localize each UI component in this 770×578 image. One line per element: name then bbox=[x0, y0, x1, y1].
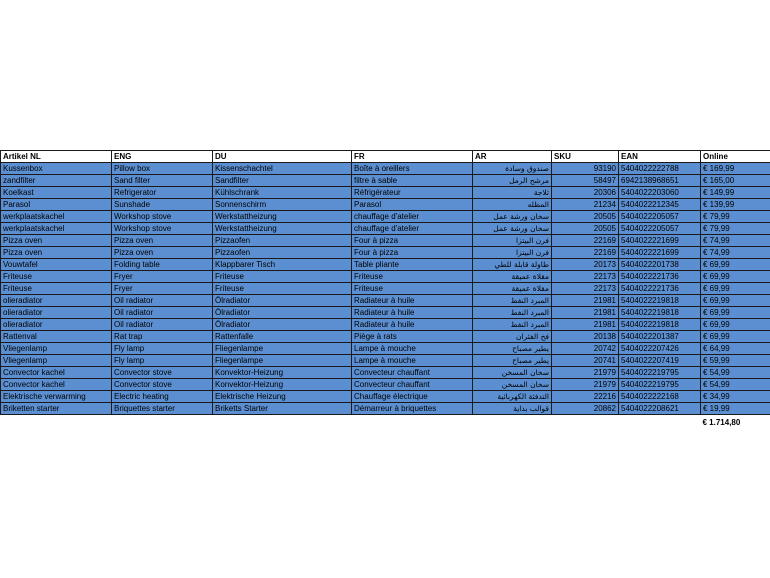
cell-online[interactable]: € 64,99 bbox=[701, 343, 770, 355]
table-row bbox=[1, 355, 770, 367]
cell-ean[interactable]: 6942138968651 bbox=[619, 175, 701, 187]
cell-eng[interactable]: Fryer bbox=[112, 271, 213, 283]
cell-nl[interactable]: Vouwtafel bbox=[1, 259, 112, 271]
total-spacer bbox=[1, 415, 701, 429]
cell-du[interactable]: Ölradiator bbox=[213, 307, 352, 319]
cell-du[interactable]: Werkstattheizung bbox=[213, 211, 352, 223]
cell-nl[interactable]: olieradiator bbox=[1, 319, 112, 331]
cell-fr[interactable]: Démarreur à briquettes bbox=[352, 403, 473, 415]
cell-nl[interactable]: Friteuse bbox=[1, 283, 112, 295]
cell-online[interactable]: € 69,99 bbox=[701, 331, 770, 343]
cell-fr[interactable]: chauffage d'atelier bbox=[352, 223, 473, 235]
cell-nl[interactable]: Convector kachel bbox=[1, 367, 112, 379]
cell-eng[interactable]: Convector stove bbox=[112, 379, 213, 391]
cell-sku[interactable]: 20306 bbox=[552, 187, 619, 199]
column-header-du[interactable]: DU bbox=[213, 151, 352, 163]
cell-ean[interactable]: 5404022201387 bbox=[619, 331, 701, 343]
cell-online[interactable]: € 54,99 bbox=[701, 367, 770, 379]
cell-du[interactable]: Elektrische Heizung bbox=[213, 391, 352, 403]
cell-sku[interactable]: 20862 bbox=[552, 403, 619, 415]
cell-sku[interactable]: 21981 bbox=[552, 307, 619, 319]
cell-du[interactable]: Fliegenlampe bbox=[213, 355, 352, 367]
cell-sku[interactable]: 21981 bbox=[552, 319, 619, 331]
cell-online[interactable]: € 79,99 bbox=[701, 223, 770, 235]
cell-fr[interactable]: Chauffage électrique bbox=[352, 391, 473, 403]
cell-online[interactable]: € 69,99 bbox=[701, 271, 770, 283]
cell-sku[interactable]: 22216 bbox=[552, 391, 619, 403]
cell-fr[interactable]: Convecteur chauffant bbox=[352, 379, 473, 391]
cell-sku[interactable]: 20505 bbox=[552, 223, 619, 235]
cell-nl[interactable]: werkplaatskachel bbox=[1, 211, 112, 223]
cell-online[interactable]: € 59,99 bbox=[701, 355, 770, 367]
cell-nl[interactable]: Pizza oven bbox=[1, 235, 112, 247]
cell-du[interactable]: Friteuse bbox=[213, 283, 352, 295]
table-row bbox=[1, 187, 770, 199]
cell-ean[interactable]: 5404022207419 bbox=[619, 355, 701, 367]
cell-ar[interactable]: يطير مصباح bbox=[473, 355, 552, 367]
cell-nl[interactable]: Vliegenlamp bbox=[1, 343, 112, 355]
cell-fr[interactable]: Radiateur à huile bbox=[352, 319, 473, 331]
cell-fr[interactable]: Radiateur à huile bbox=[352, 295, 473, 307]
header-row bbox=[1, 151, 770, 163]
cell-online[interactable]: € 54,99 bbox=[701, 379, 770, 391]
table-row bbox=[1, 367, 770, 379]
cell-ean[interactable]: 5404022219795 bbox=[619, 367, 701, 379]
table-row bbox=[1, 403, 770, 415]
cell-nl[interactable]: Elektrische verwarming bbox=[1, 391, 112, 403]
cell-online[interactable]: € 165,00 bbox=[701, 175, 770, 187]
cell-sku[interactable]: 20742 bbox=[552, 343, 619, 355]
cell-eng[interactable]: Pillow box bbox=[112, 163, 213, 175]
cell-ar[interactable]: التدفئة الكهربائية bbox=[473, 391, 552, 403]
table-row bbox=[1, 211, 770, 223]
table-row bbox=[1, 283, 770, 295]
cell-du[interactable]: Briketts Starter bbox=[213, 403, 352, 415]
cell-eng[interactable]: Folding table bbox=[112, 259, 213, 271]
cell-ean[interactable]: 5404022221699 bbox=[619, 235, 701, 247]
cell-eng[interactable]: Fly lamp bbox=[112, 343, 213, 355]
cell-sku[interactable]: 22169 bbox=[552, 247, 619, 259]
cell-du[interactable]: Kühlschrank bbox=[213, 187, 352, 199]
cell-ean[interactable]: 5404022219818 bbox=[619, 295, 701, 307]
column-header-sku[interactable]: SKU bbox=[552, 151, 619, 163]
table-row bbox=[1, 235, 770, 247]
cell-sku[interactable]: 20173 bbox=[552, 259, 619, 271]
cell-sku[interactable]: 93190 bbox=[552, 163, 619, 175]
cell-du[interactable]: Klappbarer Tisch bbox=[213, 259, 352, 271]
cell-sku[interactable]: 21979 bbox=[552, 367, 619, 379]
cell-ean[interactable]: 5404022221699 bbox=[619, 247, 701, 259]
cell-ar[interactable]: سخان ورشة عمل bbox=[473, 211, 552, 223]
column-header-online[interactable]: Online bbox=[701, 151, 770, 163]
cell-ar[interactable]: قوالب بداية bbox=[473, 403, 552, 415]
cell-ean[interactable]: 5404022212345 bbox=[619, 199, 701, 211]
total-cell[interactable]: € 1.714,80 bbox=[701, 415, 770, 429]
cell-du[interactable]: Pizzaofen bbox=[213, 235, 352, 247]
cell-ar[interactable]: المبرد النفط bbox=[473, 307, 552, 319]
table-row bbox=[1, 379, 770, 391]
cell-ar[interactable]: فرن البيتزا bbox=[473, 235, 552, 247]
cell-eng[interactable]: Workshop stove bbox=[112, 211, 213, 223]
cell-fr[interactable]: Radiateur à huile bbox=[352, 307, 473, 319]
cell-sku[interactable]: 58497 bbox=[552, 175, 619, 187]
table-row bbox=[1, 163, 770, 175]
table-row bbox=[1, 199, 770, 211]
cell-nl[interactable]: olieradiator bbox=[1, 295, 112, 307]
cell-ean[interactable]: 5404022207426 bbox=[619, 343, 701, 355]
cell-eng[interactable]: Fly lamp bbox=[112, 355, 213, 367]
cell-eng[interactable]: Briquettes starter bbox=[112, 403, 213, 415]
cell-online[interactable]: € 169,99 bbox=[701, 163, 770, 175]
table-row bbox=[1, 319, 770, 331]
cell-ar[interactable]: فرن البيتزا bbox=[473, 247, 552, 259]
cell-ar[interactable]: سخان ورشة عمل bbox=[473, 223, 552, 235]
cell-nl[interactable]: Friteuse bbox=[1, 271, 112, 283]
cell-ean[interactable]: 5404022201738 bbox=[619, 259, 701, 271]
cell-du[interactable]: Ölradiator bbox=[213, 295, 352, 307]
table-row bbox=[1, 247, 770, 259]
cell-du[interactable]: Ölradiator bbox=[213, 319, 352, 331]
cell-ar[interactable]: سخان المسخن bbox=[473, 367, 552, 379]
cell-nl[interactable]: Kussenbox bbox=[1, 163, 112, 175]
table-row bbox=[1, 295, 770, 307]
cell-ean[interactable]: 5404022219795 bbox=[619, 379, 701, 391]
cell-online[interactable]: € 79,99 bbox=[701, 211, 770, 223]
cell-du[interactable]: Konvektor-Heizung bbox=[213, 379, 352, 391]
cell-sku[interactable]: 20138 bbox=[552, 331, 619, 343]
cell-fr[interactable]: Friteuse bbox=[352, 271, 473, 283]
cell-eng[interactable]: Fryer bbox=[112, 283, 213, 295]
cell-fr[interactable]: Parasol bbox=[352, 199, 473, 211]
cell-online[interactable]: € 74,99 bbox=[701, 235, 770, 247]
cell-ar[interactable]: طاولة قابلة للطي bbox=[473, 259, 552, 271]
cell-sku[interactable]: 22173 bbox=[552, 283, 619, 295]
cell-ar[interactable]: فخ الفئران bbox=[473, 331, 552, 343]
cell-nl[interactable]: Parasol bbox=[1, 199, 112, 211]
cell-ar[interactable]: المبرد النفط bbox=[473, 295, 552, 307]
cell-nl[interactable]: Rattenval bbox=[1, 331, 112, 343]
cell-fr[interactable]: Four à pizza bbox=[352, 235, 473, 247]
cell-online[interactable]: € 69,99 bbox=[701, 283, 770, 295]
table-row bbox=[1, 343, 770, 355]
cell-online[interactable]: € 74,99 bbox=[701, 247, 770, 259]
cell-sku[interactable]: 20741 bbox=[552, 355, 619, 367]
column-header-nl[interactable]: Artikel NL bbox=[1, 151, 112, 163]
column-header-fr[interactable]: FR bbox=[352, 151, 473, 163]
cell-du[interactable]: Rattenfalle bbox=[213, 331, 352, 343]
cell-fr[interactable]: Four à pizza bbox=[352, 247, 473, 259]
cell-nl[interactable]: Koelkast bbox=[1, 187, 112, 199]
cell-online[interactable]: € 69,99 bbox=[701, 259, 770, 271]
cell-ar[interactable]: سخان المسخن bbox=[473, 379, 552, 391]
cell-eng[interactable]: Convector stove bbox=[112, 367, 213, 379]
table-row bbox=[1, 271, 770, 283]
cell-nl[interactable]: olieradiator bbox=[1, 307, 112, 319]
cell-ean[interactable]: 5404022205057 bbox=[619, 211, 701, 223]
cell-ean[interactable]: 5404022205057 bbox=[619, 223, 701, 235]
cell-ar[interactable]: المبرد النفط bbox=[473, 319, 552, 331]
cell-eng[interactable]: Electric heating bbox=[112, 391, 213, 403]
cell-ar[interactable]: صندوق وسادة bbox=[473, 163, 552, 175]
cell-eng[interactable]: Refrigerator bbox=[112, 187, 213, 199]
cell-online[interactable]: € 19,99 bbox=[701, 403, 770, 415]
cell-ean[interactable]: 5404022219818 bbox=[619, 319, 701, 331]
cell-fr[interactable]: Convecteur chauffant bbox=[352, 367, 473, 379]
cell-ean[interactable]: 5404022208621 bbox=[619, 403, 701, 415]
cell-nl[interactable]: Pizza oven bbox=[1, 247, 112, 259]
column-header-ean[interactable]: EAN bbox=[619, 151, 701, 163]
cell-ar[interactable]: مقلاة عميقة bbox=[473, 283, 552, 295]
cell-ar[interactable]: ثلاجة bbox=[473, 187, 552, 199]
cell-sku[interactable]: 21234 bbox=[552, 199, 619, 211]
cell-ar[interactable]: مقلاة عميقة bbox=[473, 271, 552, 283]
cell-fr[interactable]: chauffage d'atelier bbox=[352, 211, 473, 223]
cell-online[interactable]: € 69,99 bbox=[701, 295, 770, 307]
cell-sku[interactable]: 22173 bbox=[552, 271, 619, 283]
cell-ar[interactable]: يطير مصباح bbox=[473, 343, 552, 355]
cell-ar[interactable]: مرشح الرمل bbox=[473, 175, 552, 187]
table-row bbox=[1, 223, 770, 235]
cell-fr[interactable]: Table pliante bbox=[352, 259, 473, 271]
cell-fr[interactable]: Piège à rats bbox=[352, 331, 473, 343]
cell-fr[interactable]: filtre à sable bbox=[352, 175, 473, 187]
cell-online[interactable]: € 139,99 bbox=[701, 199, 770, 211]
cell-du[interactable]: Fliegenlampe bbox=[213, 343, 352, 355]
cell-sku[interactable]: 20505 bbox=[552, 211, 619, 223]
cell-online[interactable]: € 149,99 bbox=[701, 187, 770, 199]
cell-ar[interactable]: المظله bbox=[473, 199, 552, 211]
cell-du[interactable]: Sandfilter bbox=[213, 175, 352, 187]
cell-fr[interactable]: Lampe à mouche bbox=[352, 343, 473, 355]
cell-fr[interactable]: Réfrigérateur bbox=[352, 187, 473, 199]
table-row bbox=[1, 175, 770, 187]
cell-ean[interactable]: 5404022222788 bbox=[619, 163, 701, 175]
cell-online[interactable]: € 34,99 bbox=[701, 391, 770, 403]
cell-nl[interactable]: Briketten starter bbox=[1, 403, 112, 415]
cell-ean[interactable]: 5404022221736 bbox=[619, 271, 701, 283]
cell-ean[interactable]: 5404022203060 bbox=[619, 187, 701, 199]
product-table bbox=[0, 150, 770, 428]
cell-ean[interactable]: 5404022221736 bbox=[619, 283, 701, 295]
table-row bbox=[1, 307, 770, 319]
cell-eng[interactable]: Oil radiator bbox=[112, 319, 213, 331]
cell-du[interactable]: Werkstattheizung bbox=[213, 223, 352, 235]
cell-online[interactable]: € 69,99 bbox=[701, 307, 770, 319]
cell-eng[interactable]: Rat trap bbox=[112, 331, 213, 343]
cell-fr[interactable]: Boîte à oreillers bbox=[352, 163, 473, 175]
cell-du[interactable]: Sonnenschirm bbox=[213, 199, 352, 211]
cell-ean[interactable]: 5404022219818 bbox=[619, 307, 701, 319]
cell-fr[interactable]: Lampe à mouche bbox=[352, 355, 473, 367]
cell-du[interactable]: Pizzaofen bbox=[213, 247, 352, 259]
cell-nl[interactable]: zandfilter bbox=[1, 175, 112, 187]
cell-online[interactable]: € 69,99 bbox=[701, 319, 770, 331]
cell-eng[interactable]: Workshop stove bbox=[112, 223, 213, 235]
cell-fr[interactable]: Friteuse bbox=[352, 283, 473, 295]
cell-du[interactable]: Konvektor-Heizung bbox=[213, 367, 352, 379]
column-header-ar[interactable]: AR bbox=[473, 151, 552, 163]
table-row bbox=[1, 331, 770, 343]
total-row bbox=[1, 415, 770, 429]
cell-eng[interactable]: Sand filter bbox=[112, 175, 213, 187]
cell-ean[interactable]: 5404022222168 bbox=[619, 391, 701, 403]
cell-nl[interactable]: werkplaatskachel bbox=[1, 223, 112, 235]
cell-sku[interactable]: 21979 bbox=[552, 379, 619, 391]
cell-nl[interactable]: Vliegenlamp bbox=[1, 355, 112, 367]
cell-eng[interactable]: Pizza oven bbox=[112, 247, 213, 259]
table-row bbox=[1, 259, 770, 271]
cell-eng[interactable]: Oil radiator bbox=[112, 295, 213, 307]
cell-nl[interactable]: Convector kachel bbox=[1, 379, 112, 391]
column-header-eng[interactable]: ENG bbox=[112, 151, 213, 163]
cell-sku[interactable]: 22169 bbox=[552, 235, 619, 247]
cell-eng[interactable]: Sunshade bbox=[112, 199, 213, 211]
cell-du[interactable]: Friteuse bbox=[213, 271, 352, 283]
cell-eng[interactable]: Oil radiator bbox=[112, 307, 213, 319]
cell-sku[interactable]: 21981 bbox=[552, 295, 619, 307]
cell-du[interactable]: Kissenschachtel bbox=[213, 163, 352, 175]
table-row bbox=[1, 391, 770, 403]
cell-eng[interactable]: Pizza oven bbox=[112, 235, 213, 247]
